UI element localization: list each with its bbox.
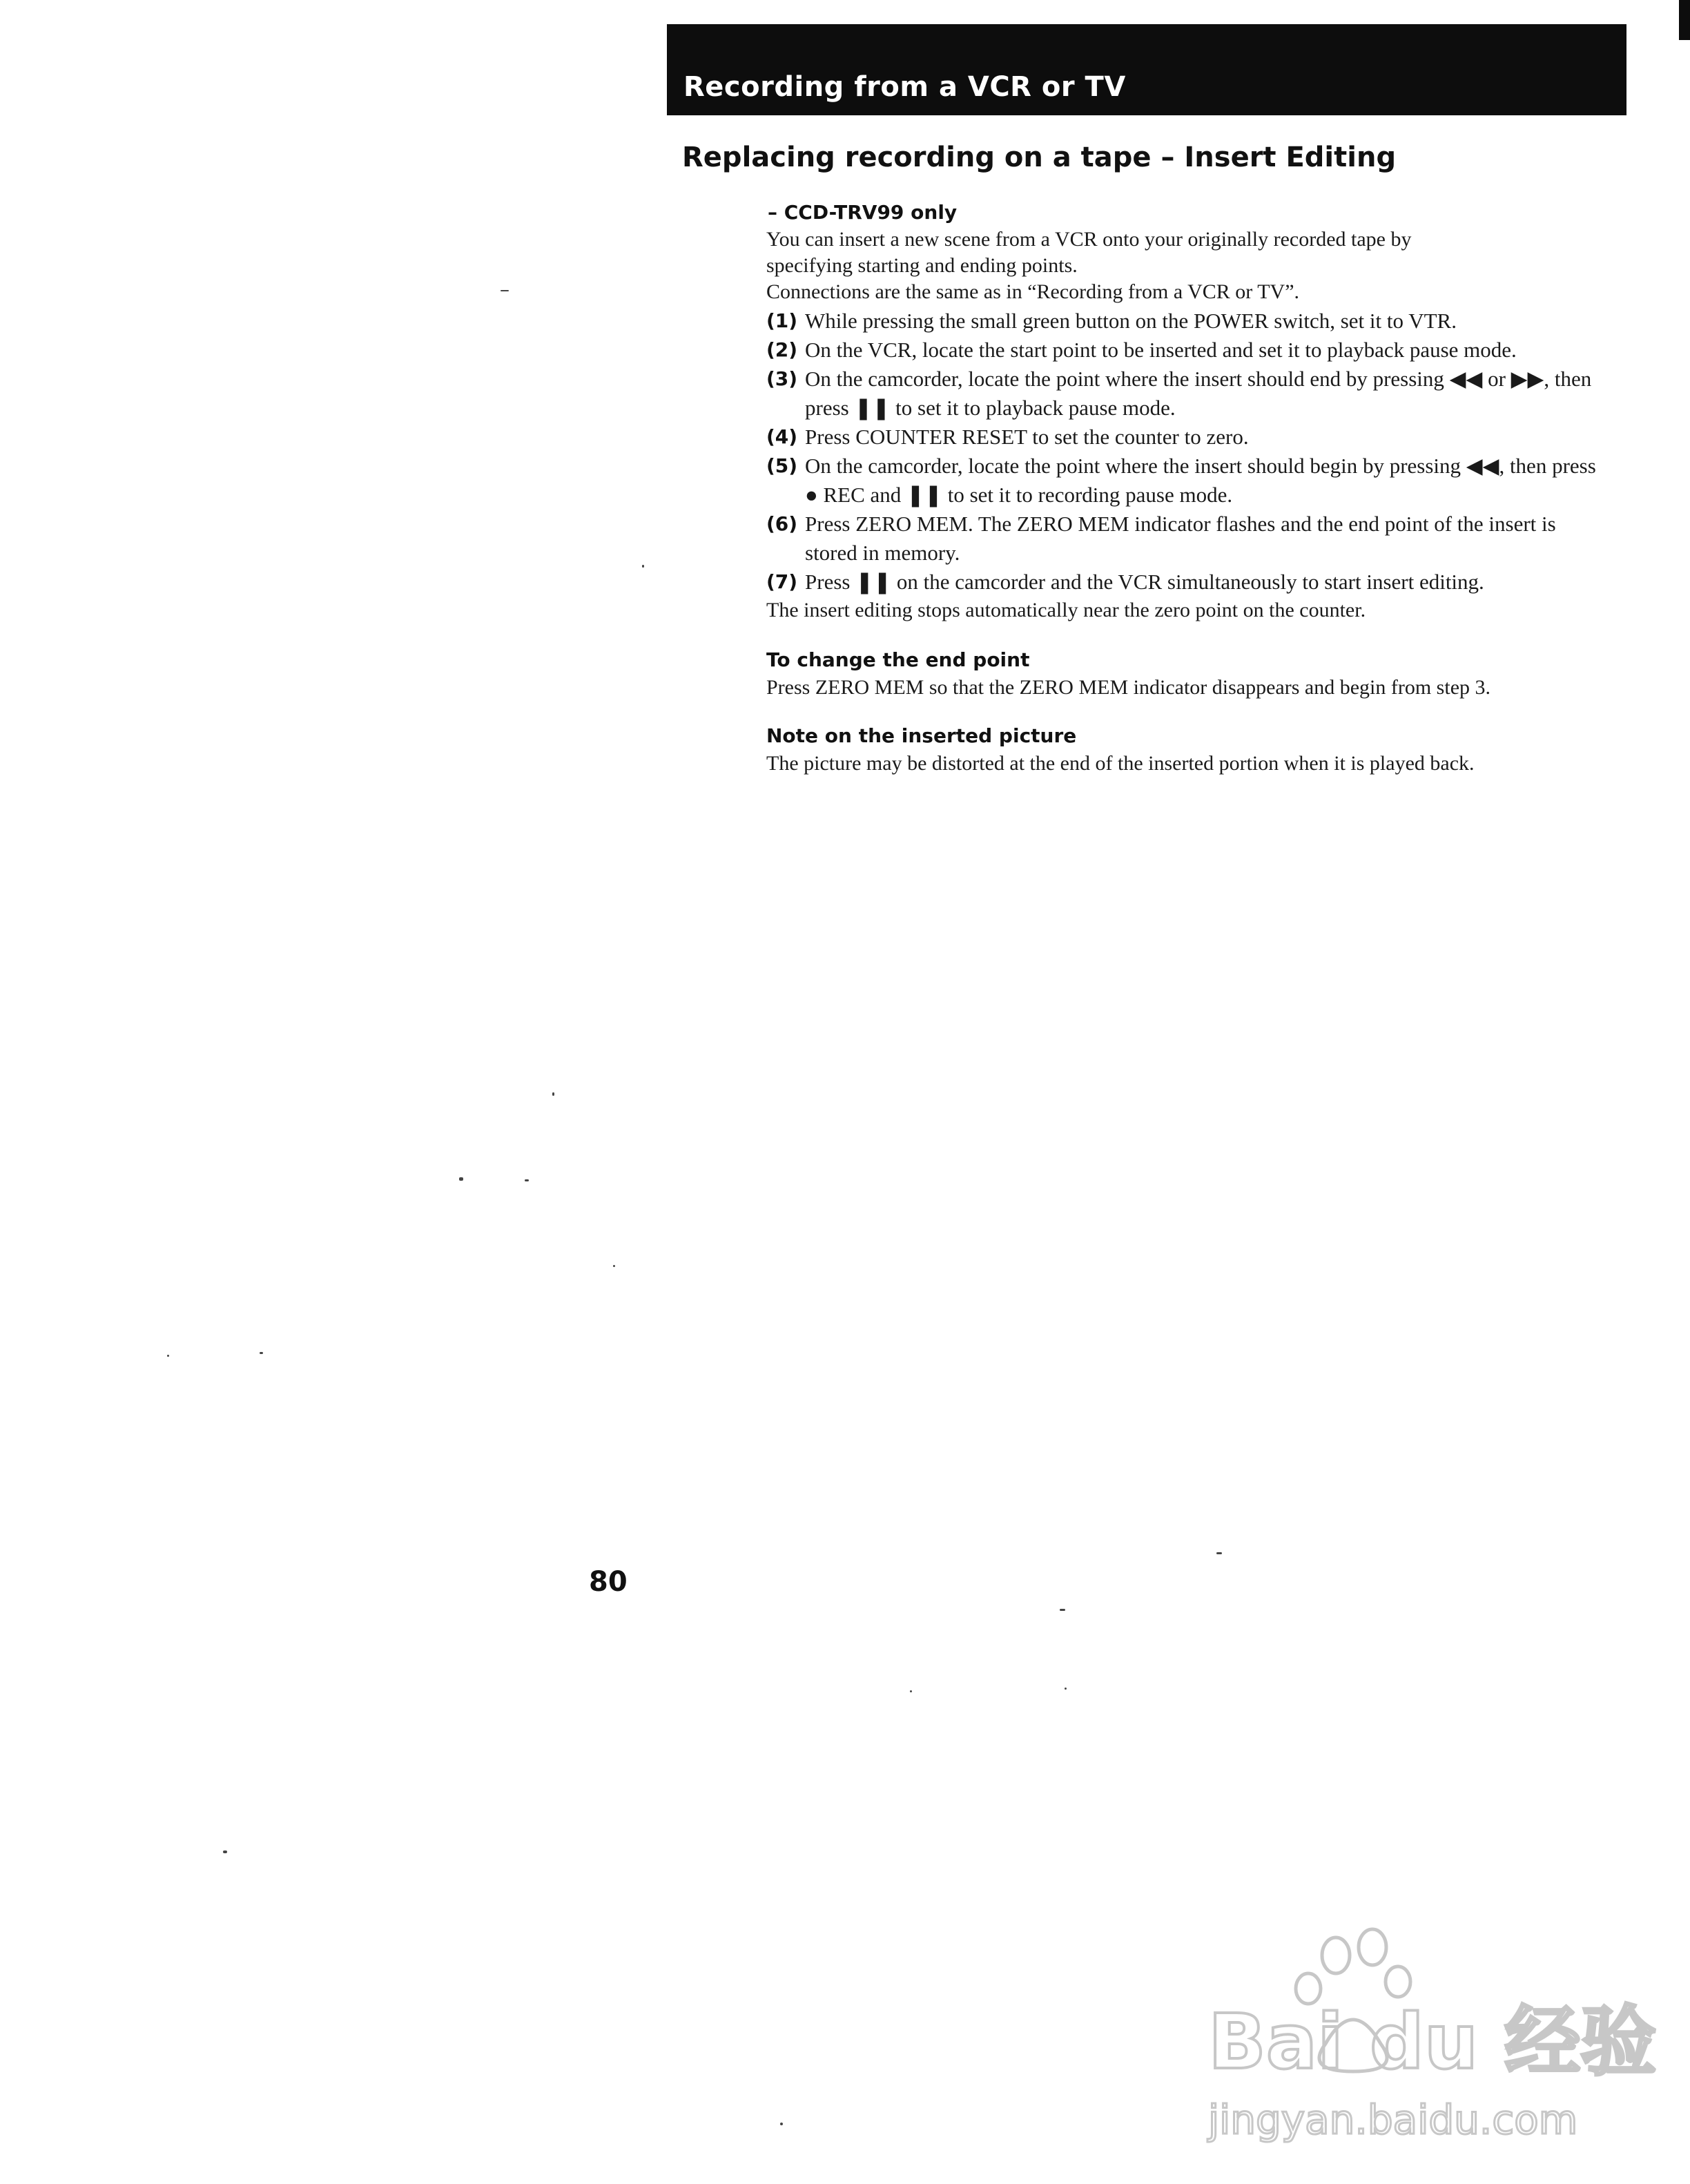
steps-list [766,307,1612,597]
model-note: – CCD-TRV99 only [768,201,958,224]
scan-speck [167,1355,169,1357]
scan-speck [501,290,509,291]
step-item [766,365,1612,423]
baidu-watermark [1194,1926,1657,2147]
inserted-picture-heading: Note on the inserted picture [766,724,1077,747]
watermark-brand: Bai du 经验 [1208,1998,1657,2086]
step-text: Press ZERO MEM. The ZERO MEM indicator flashes and the end point of the insert is stored in memory. [805,512,1556,565]
step-item [766,423,1612,452]
header-title: Recording from a VCR or TV [683,71,1126,103]
step-number: (4) [766,425,798,448]
after-steps-note: The insert editing stops automatically near the zero point on the counter. [766,599,1366,621]
scan-speck [552,1092,554,1096]
step-text: On the VCR, locate the start point to be inserted and set it to playback pause mode. [805,338,1517,362]
step-item [766,336,1612,365]
step-number: (5) [766,454,798,477]
step-number: (2) [766,338,798,361]
scan-speck [223,1850,227,1853]
watermark-url: jingyan.baidu.com [1208,2096,1578,2143]
change-end-point-heading: To change the end point [766,648,1030,671]
intro-paragraph [766,226,1612,305]
baidu-paw-logo [1194,1926,1657,2147]
scan-speck [1065,1688,1067,1690]
page-edge-mark [1679,0,1690,40]
intro-line: You can insert a new scene from a VCR onto your originally recorded tape by [766,228,1412,251]
step-item [766,568,1612,597]
step-text: On the camcorder, locate the point where the insert should end by pressing ◀◀ or ▶▶, then press ❚❚ to set it to playback pause mode. [805,367,1592,420]
step-number: (3) [766,367,798,390]
scan-speck [260,1352,263,1354]
inserted-picture-text: The picture may be distorted at the end of the inserted portion when it is played back. [766,752,1475,775]
change-end-point-text: Press ZERO MEM so that the ZERO MEM indicator disappears and begin from step 3. [766,676,1491,699]
scan-speck [910,1690,912,1692]
scan-speck [1216,1552,1222,1554]
step-text: Press ❚❚ on the camcorder and the VCR simultaneously to start insert editing. [805,570,1484,594]
section-title: Replacing recording on a tape – Insert Editing [682,142,1397,173]
scan-speck [1060,1609,1065,1611]
step-item [766,510,1612,568]
main-content [766,199,1612,777]
step-text: On the camcorder, locate the point where the insert should begin by pressing ◀◀, then press ● REC and ❚❚ to set it to recording pause mode. [805,454,1596,507]
scan-speck [780,2123,783,2125]
scan-speck [613,1265,615,1267]
scan-speck [525,1179,529,1181]
step-item [766,452,1612,510]
intro-line: specifying starting and ending points. [766,254,1078,277]
step-item [766,307,1612,336]
intro-line: Connections are the same as in “Recording from a VCR or TV”. [766,280,1300,303]
step-number: (1) [766,309,798,332]
section-header-bar [667,24,1626,115]
step-text: While pressing the small green button on the POWER switch, set it to VTR. [805,309,1457,333]
page-number: 80 [589,1566,628,1598]
step-text: Press COUNTER RESET to set the counter to zero. [805,425,1249,449]
scan-speck [459,1177,463,1181]
step-number: (6) [766,512,798,535]
step-number: (7) [766,570,798,593]
scan-speck [642,565,644,568]
